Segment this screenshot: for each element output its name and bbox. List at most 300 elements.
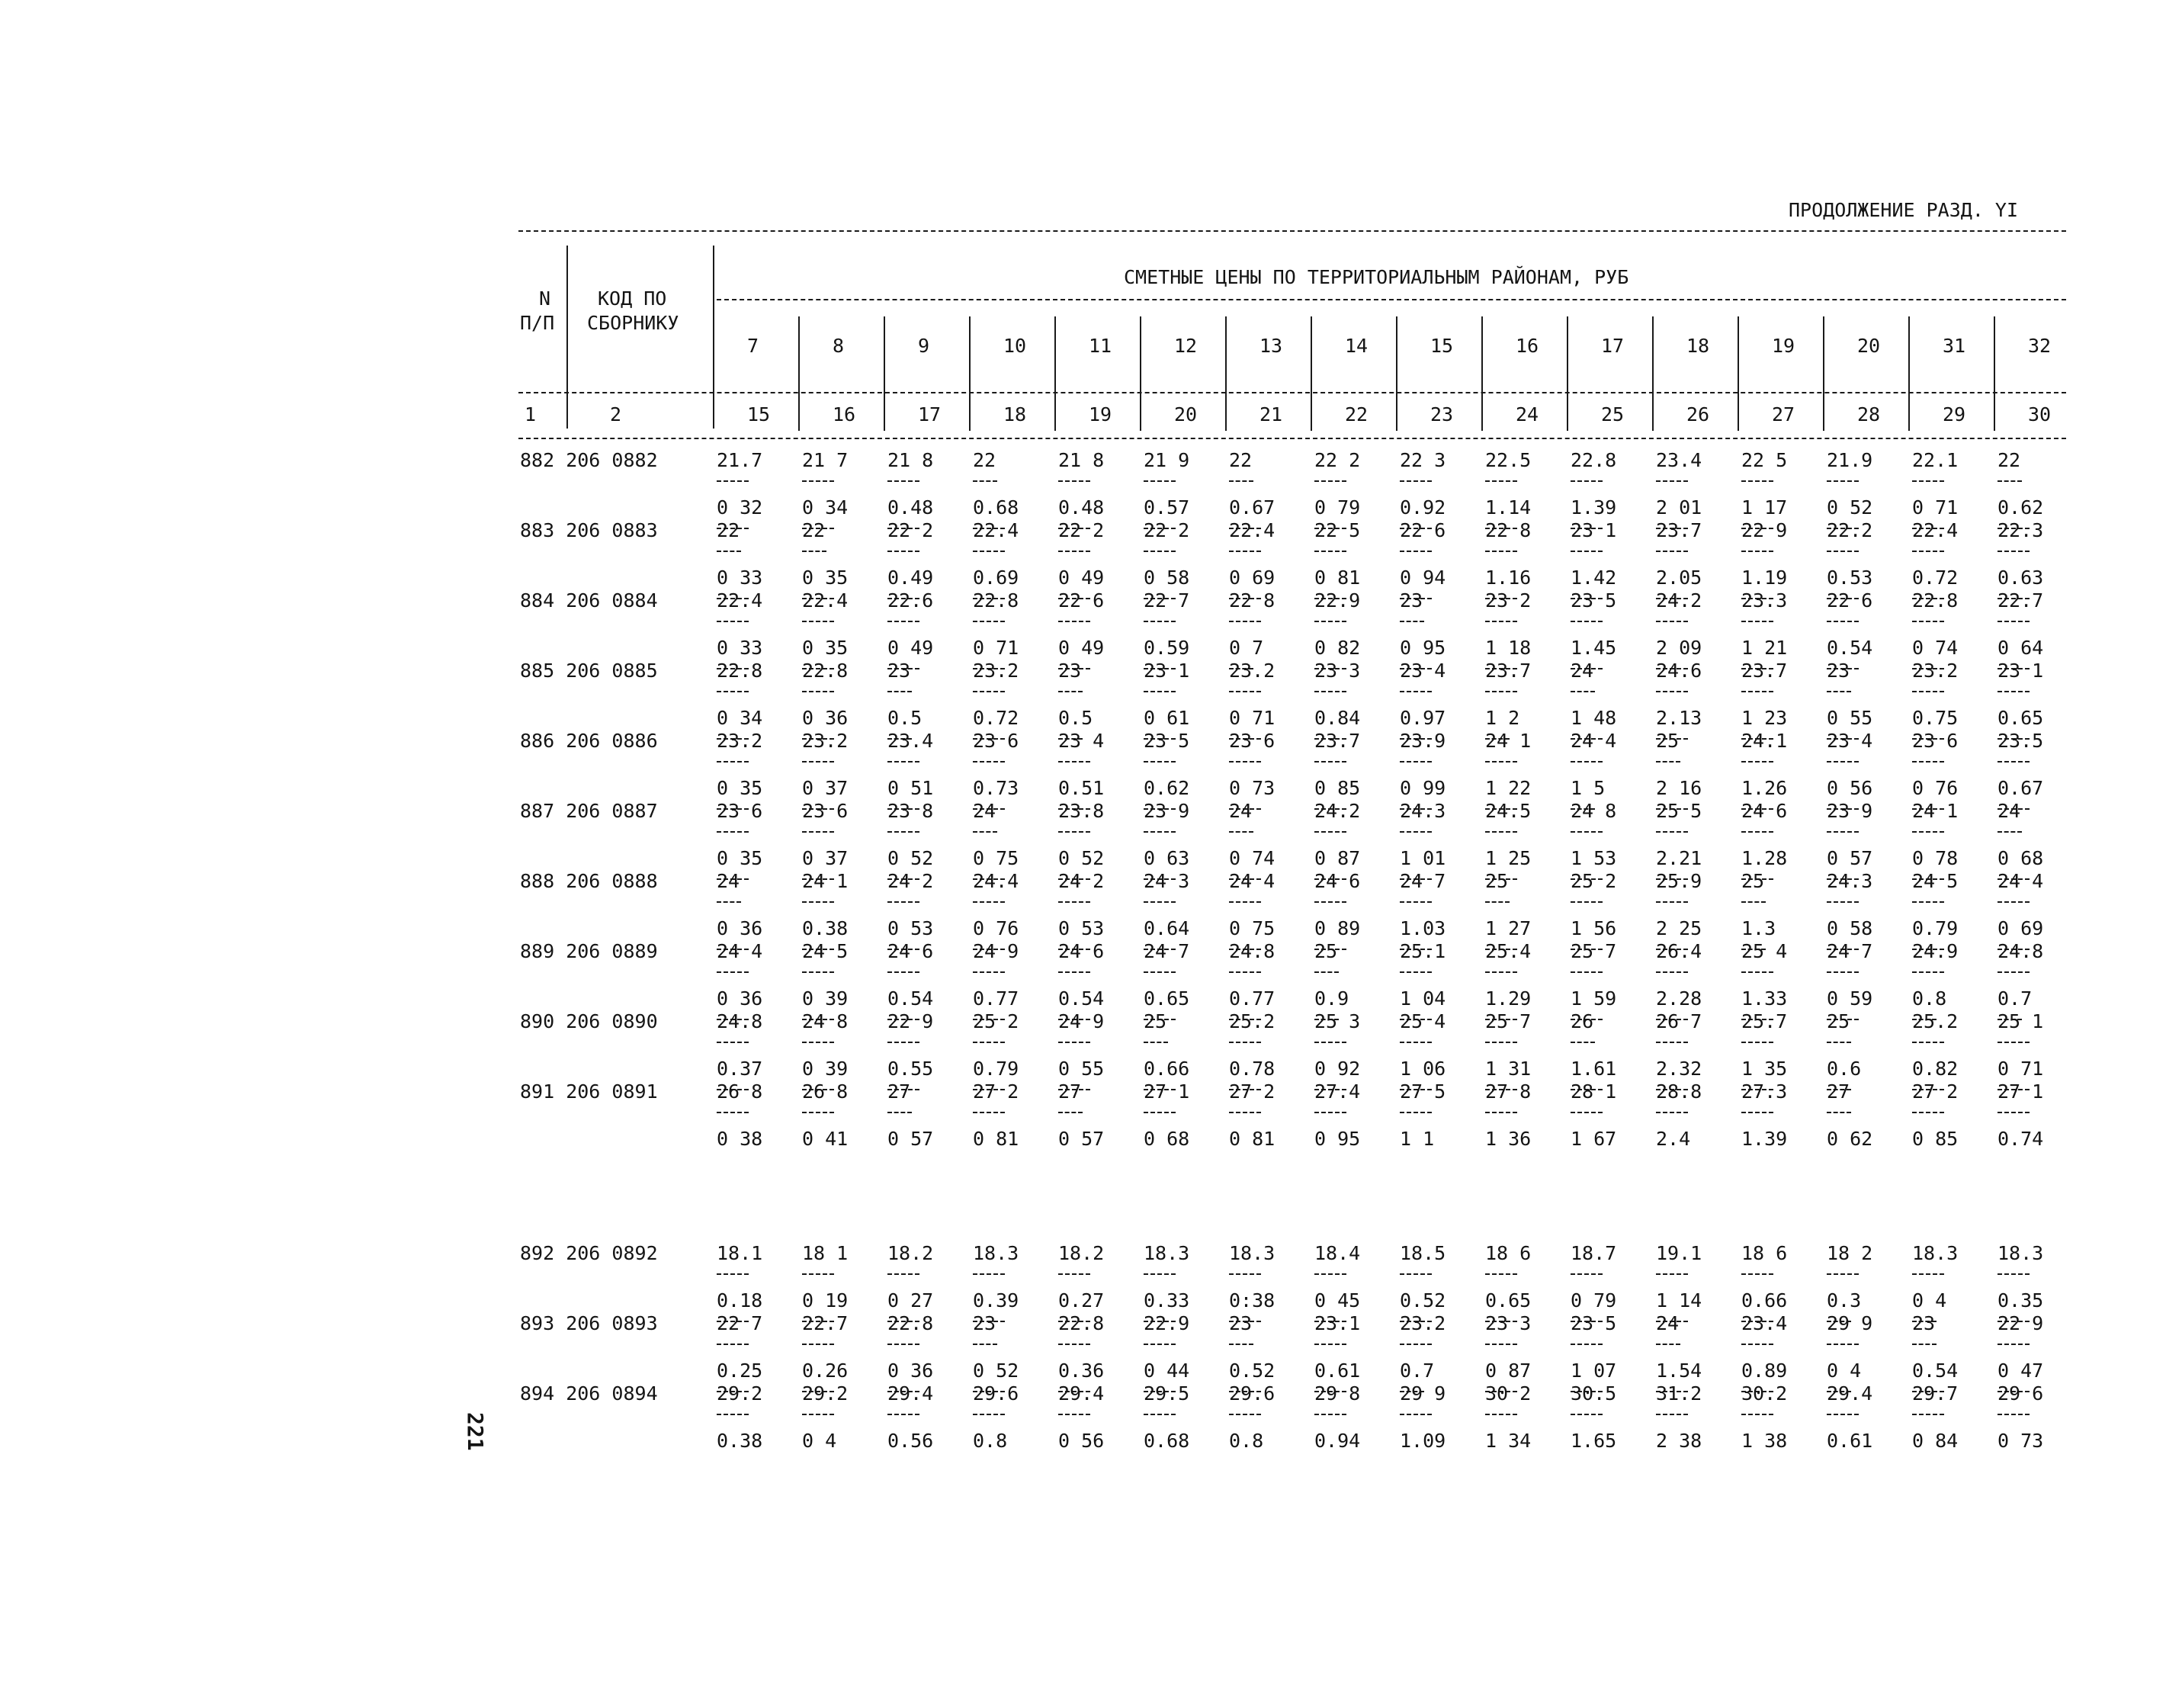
table-cell: 22 5 <box>1314 519 1361 541</box>
table-cell: 25 7 <box>1485 1010 1532 1032</box>
table-cell: 25 <box>1827 1010 1850 1032</box>
fraction-line <box>1229 1344 1253 1345</box>
fraction-line <box>1144 831 1176 833</box>
table-cell: 27.3 <box>1741 1080 1788 1103</box>
table-cell: 0 36 <box>717 917 763 939</box>
fraction-line <box>717 621 749 622</box>
fraction-line <box>1997 1042 2030 1043</box>
region-separator <box>1396 316 1397 431</box>
table-cell: 0 69 <box>1229 567 1276 589</box>
fraction-line <box>1741 551 1773 552</box>
table-cell: 23 <box>1912 1312 1936 1334</box>
table-cell: 22 9 <box>1741 519 1788 541</box>
table-cell: 22.5 <box>1485 449 1532 471</box>
region-number: 19 <box>1772 335 1795 357</box>
table-cell: 0.49 <box>887 567 934 589</box>
fraction-line <box>1997 621 2030 622</box>
table-cell: 1 1 <box>1400 1128 1435 1150</box>
table-cell: 1 07 <box>1571 1360 1617 1382</box>
fraction-line <box>973 1344 997 1345</box>
table-cell: 1.45 <box>1571 637 1617 659</box>
fraction-line <box>1229 831 1253 833</box>
column-index: 17 <box>918 403 942 425</box>
fraction-line <box>1912 1112 1944 1113</box>
fraction-line <box>1314 551 1346 552</box>
table-cell: 29 9 <box>1400 1382 1446 1405</box>
table-cell: 24 2 <box>1058 870 1105 892</box>
table-cell: 1 59 <box>1571 987 1617 1010</box>
table-cell: 0 87 <box>1485 1360 1532 1382</box>
table-cell: 0 57 <box>1827 847 1873 869</box>
table-cell: 24.6 <box>1656 660 1702 682</box>
table-cell: 0 81 <box>973 1128 1019 1150</box>
table-cell: 22 2 <box>1144 519 1190 541</box>
fraction-line <box>1741 621 1773 622</box>
table-cell: 1 21 <box>1741 637 1788 659</box>
table-cell: 0 82 <box>1314 637 1361 659</box>
fraction-line <box>1656 901 1688 903</box>
table-cell: 23.7 <box>1485 660 1532 682</box>
fraction-line <box>1912 1344 1937 1345</box>
table-cell: 0.72 <box>973 707 1019 729</box>
region-separator <box>1311 316 1312 431</box>
table-cell: 0 69 <box>1997 917 2044 939</box>
table-cell: 0.84 <box>1314 707 1361 729</box>
table-cell: 23 2 <box>1485 589 1532 612</box>
table-cell: 24 <box>717 870 740 892</box>
table-cell: 21 9 <box>1144 449 1190 471</box>
column-index: 24 <box>1516 403 1539 425</box>
table-cell: 0 45 <box>1314 1289 1361 1312</box>
table-cell: 24 1 <box>802 870 849 892</box>
table-cell: 24 1 <box>1485 730 1532 752</box>
table-cell: 0 62 <box>1827 1128 1873 1150</box>
table-cell: 22.4 <box>802 589 849 612</box>
table-cell: 0.18 <box>717 1289 763 1312</box>
table-cell: 22.8 <box>717 660 763 682</box>
table-cell: 23.2 <box>802 730 849 752</box>
fraction-line <box>1912 480 1944 482</box>
table-cell: 0.8 <box>973 1430 1008 1452</box>
table-cell: 0 78 <box>1912 847 1959 869</box>
fraction-line <box>1485 761 1517 762</box>
fraction-line <box>717 1042 749 1043</box>
table-cell: 0.66 <box>1741 1289 1788 1312</box>
fraction-line <box>1144 551 1176 552</box>
table-cell: 0:38 <box>1229 1289 1276 1312</box>
table-cell: 0.9 <box>1314 987 1349 1010</box>
fraction-line <box>1997 901 2030 903</box>
table-cell: 22 9 <box>887 1010 934 1032</box>
table-cell: 29.4 <box>1058 1382 1105 1405</box>
table-cell: 1 34 <box>1485 1430 1532 1452</box>
row-code: 892 206 0892 <box>520 1242 658 1264</box>
table-cell: 0.48 <box>1058 496 1105 518</box>
table-cell: 0.5 <box>887 707 923 729</box>
table-cell: 25.2 <box>1229 1010 1276 1032</box>
fraction-line <box>1485 1414 1517 1415</box>
fraction-line <box>973 1414 1005 1415</box>
fraction-line <box>1400 761 1432 762</box>
table-cell: 24 4 <box>1997 870 2044 892</box>
fraction-line <box>887 1414 919 1415</box>
fraction-line <box>1144 1042 1168 1043</box>
table-cell: 22.7 <box>802 1312 849 1334</box>
fraction-line <box>1741 1042 1773 1043</box>
table-cell: 0 64 <box>1997 637 2044 659</box>
table-cell: 24 7 <box>1827 940 1873 962</box>
region-number: 15 <box>1430 335 1454 357</box>
table-cell: 18.7 <box>1571 1242 1617 1264</box>
table-cell: 25 <box>1656 730 1680 752</box>
table-cell: 0.57 <box>1144 496 1190 518</box>
fraction-line <box>802 621 834 622</box>
header-bottom-rule <box>518 438 2066 439</box>
table-cell: 24.9 <box>1912 940 1959 962</box>
table-cell: 29.2 <box>802 1382 849 1405</box>
table-cell: 23 1 <box>1571 519 1617 541</box>
row-code: 884 206 0884 <box>520 589 658 612</box>
fraction-line <box>1741 480 1773 482</box>
fraction-line <box>802 1273 834 1275</box>
page-number: 221 <box>463 1412 488 1451</box>
fraction-line <box>717 691 749 692</box>
table-cell: 0.66 <box>1144 1058 1190 1080</box>
fraction-line <box>802 480 834 482</box>
fraction-line <box>1741 691 1773 692</box>
table-cell: 23 <box>1827 660 1850 682</box>
table-cell: 0.6 <box>1827 1058 1862 1080</box>
column-index: 28 <box>1857 403 1881 425</box>
table-cell: 30.2 <box>1741 1382 1788 1405</box>
table-cell: 1 35 <box>1741 1058 1788 1080</box>
table-cell: 18.3 <box>1997 1242 2044 1264</box>
fraction-line <box>1058 1042 1090 1043</box>
table-cell: 22.7 <box>1997 589 2044 612</box>
table-cell: 25 2 <box>1571 870 1617 892</box>
table-cell: 18 2 <box>1827 1242 1873 1264</box>
region-number: 10 <box>1003 335 1027 357</box>
table-cell: 22 2 <box>1314 449 1361 471</box>
fraction-line <box>1571 1344 1603 1345</box>
table-cell: 0 51 <box>887 777 934 799</box>
fraction-line <box>1571 971 1603 973</box>
fraction-line <box>1485 1273 1517 1275</box>
fraction-line <box>1314 901 1346 903</box>
table-cell: 0 71 <box>1229 707 1276 729</box>
table-cell: 23 6 <box>802 800 849 822</box>
table-cell: 21 8 <box>1058 449 1105 471</box>
fraction-line <box>1656 971 1688 973</box>
table-cell: 24 <box>973 800 996 822</box>
table-cell: 22.8 <box>973 589 1019 612</box>
fraction-line <box>1485 1042 1517 1043</box>
row-code: 888 206 0888 <box>520 870 658 892</box>
table-cell: 1 53 <box>1571 847 1617 869</box>
table-cell: 29.4 <box>887 1382 934 1405</box>
table-cell: 1.42 <box>1571 567 1617 589</box>
fraction-line <box>1314 480 1346 482</box>
table-cell: 21 7 <box>802 449 849 471</box>
region-separator <box>1054 316 1056 431</box>
table-cell: 0.5 <box>1058 707 1093 729</box>
fraction-line <box>1229 1273 1261 1275</box>
table-cell: 1.39 <box>1571 496 1617 518</box>
table-cell: 27 <box>1827 1080 1850 1103</box>
table-cell: 22 <box>717 519 740 541</box>
fraction-line <box>1827 621 1859 622</box>
fraction-line <box>1314 1414 1346 1415</box>
fraction-line <box>1571 831 1603 833</box>
table-cell: 24.8 <box>1229 940 1276 962</box>
fraction-line <box>1997 971 2030 973</box>
table-cell: 24.2 <box>1656 589 1702 612</box>
fraction-line <box>1144 691 1176 692</box>
table-cell: 0.38 <box>802 917 849 939</box>
table-cell: 1 17 <box>1741 496 1788 518</box>
region-separator <box>969 316 971 431</box>
fraction-line <box>1400 480 1432 482</box>
fraction-line <box>887 831 919 833</box>
fraction-line <box>717 831 749 833</box>
fraction-line <box>1571 691 1595 692</box>
fraction-line <box>887 971 919 973</box>
header-code-line1: КОД ПО <box>598 287 667 310</box>
fraction-line <box>1827 1273 1859 1275</box>
table-cell: 18.2 <box>1058 1242 1105 1264</box>
fraction-line <box>1656 1042 1688 1043</box>
fraction-line <box>717 1414 749 1415</box>
table-cell: 0.52 <box>1400 1289 1446 1312</box>
table-cell: 22.8 <box>1912 589 1959 612</box>
table-cell: 0 74 <box>1912 637 1959 659</box>
fraction-line <box>1229 551 1261 552</box>
table-cell: 0.67 <box>1997 777 2044 799</box>
table-cell: 0.53 <box>1827 567 1873 589</box>
fraction-line <box>1997 480 2022 482</box>
fraction-line <box>1656 831 1688 833</box>
fraction-line <box>1058 971 1090 973</box>
table-cell: 25 <box>1144 1010 1167 1032</box>
fraction-line <box>1827 1414 1859 1415</box>
table-cell: 27.4 <box>1314 1080 1361 1103</box>
fraction-line <box>973 691 1005 692</box>
table-cell: 1 01 <box>1400 847 1446 869</box>
table-cell: 24 <box>1656 1312 1680 1334</box>
table-cell: 0.62 <box>1144 777 1190 799</box>
table-cell: 0.37 <box>717 1058 763 1080</box>
table-cell: 0 44 <box>1144 1360 1190 1382</box>
table-cell: 1.39 <box>1741 1128 1788 1150</box>
table-cell: 0.54 <box>1058 987 1105 1010</box>
fraction-line <box>973 1042 1005 1043</box>
fraction-line <box>1485 1344 1517 1345</box>
fraction-line <box>1400 971 1432 973</box>
table-cell: 18 6 <box>1485 1242 1532 1264</box>
fraction-line <box>1571 1042 1595 1043</box>
table-cell: 1.28 <box>1741 847 1788 869</box>
table-cell: 0 81 <box>1229 1128 1276 1150</box>
header-vline-2 <box>713 246 714 429</box>
table-cell: 24 4 <box>1229 870 1276 892</box>
region-separator <box>798 316 800 431</box>
table-cell: 0 35 <box>717 847 763 869</box>
region-number: 32 <box>2028 335 2052 357</box>
table-cell: 0 92 <box>1314 1058 1361 1080</box>
fraction-line <box>1400 1273 1432 1275</box>
row-code: 887 206 0887 <box>520 800 658 822</box>
table-cell: 25 5 <box>1656 800 1702 822</box>
column-index: 30 <box>2028 403 2052 425</box>
table-cell: 22.8 <box>1058 1312 1105 1334</box>
table-cell: 22 9 <box>1997 1312 2044 1334</box>
fraction-line <box>1997 831 2022 833</box>
fraction-line <box>1400 1112 1432 1113</box>
table-cell: 1 14 <box>1656 1289 1702 1312</box>
table-cell: 23 6 <box>973 730 1019 752</box>
table-cell: 0 79 <box>1571 1289 1617 1312</box>
table-cell: 23 <box>887 660 911 682</box>
fraction-line <box>1144 1344 1176 1345</box>
row-code: 894 206 0894 <box>520 1382 658 1405</box>
table-cell: 18.2 <box>887 1242 934 1264</box>
table-cell: 0 73 <box>1997 1430 2044 1452</box>
table-cell: 21.7 <box>717 449 763 471</box>
table-cell: 24.3 <box>1400 800 1446 822</box>
table-cell: 0.64 <box>1144 917 1190 939</box>
fraction-line <box>887 551 919 552</box>
table-cell: 22.1 <box>1912 449 1959 471</box>
table-cell: 0.35 <box>1997 1289 2044 1312</box>
table-cell: 1.61 <box>1571 1058 1617 1080</box>
fraction-line <box>1827 971 1859 973</box>
fraction-line <box>802 551 826 552</box>
table-cell: 23.7 <box>1314 730 1361 752</box>
table-cell: 0.52 <box>1229 1360 1276 1382</box>
fraction-line <box>1912 901 1944 903</box>
fraction-line <box>1485 901 1510 903</box>
row-code: 890 206 0890 <box>520 1010 658 1032</box>
fraction-line <box>1656 1112 1688 1113</box>
fraction-line <box>1827 901 1859 903</box>
table-cell: 0.56 <box>887 1430 934 1452</box>
header-vline-1 <box>566 246 568 429</box>
table-cell: 24.8 <box>717 1010 763 1032</box>
table-cell: 0 81 <box>1314 567 1361 589</box>
fraction-line <box>1827 1112 1851 1113</box>
table-cell: 1 27 <box>1485 917 1532 939</box>
table-cell: 22 8 <box>1485 519 1532 541</box>
header-mid-rule <box>518 392 2066 393</box>
table-cell: 26 8 <box>717 1080 763 1103</box>
fraction-line <box>1741 1414 1773 1415</box>
fraction-line <box>1571 551 1603 552</box>
fraction-line <box>1741 901 1766 903</box>
table-cell: 22 2 <box>1058 519 1105 541</box>
table-cell: 0 79 <box>1314 496 1361 518</box>
table-cell: 0.48 <box>887 496 934 518</box>
table-cell: 29 8 <box>1314 1382 1361 1405</box>
fraction-line <box>1485 691 1517 692</box>
column-index: 29 <box>1943 403 1966 425</box>
table-cell: 25 4 <box>1400 1010 1446 1032</box>
table-cell: 1.14 <box>1485 496 1532 518</box>
table-cell: 0 33 <box>717 637 763 659</box>
table-cell: 22 7 <box>1144 589 1190 612</box>
fraction-line <box>717 1112 749 1113</box>
table-cell: 0 49 <box>1058 637 1105 659</box>
table-cell: 0.75 <box>1912 707 1959 729</box>
table-cell: 23 4 <box>1058 730 1105 752</box>
column-index: 23 <box>1430 403 1454 425</box>
table-cell: 0 35 <box>717 777 763 799</box>
fraction-line <box>1656 1273 1688 1275</box>
table-cell: 24 1 <box>1912 800 1959 822</box>
fraction-line <box>887 1112 912 1113</box>
fraction-line <box>1314 1273 1346 1275</box>
fraction-line <box>1827 761 1859 762</box>
table-cell: 24 5 <box>1912 870 1959 892</box>
table-cell: 0 32 <box>717 496 763 518</box>
table-cell: 1.29 <box>1485 987 1532 1010</box>
table-cell: 29 9 <box>1827 1312 1873 1334</box>
table-cell: 24 <box>1571 660 1594 682</box>
table-cell: 23 <box>1058 660 1082 682</box>
table-cell: 24 7 <box>1400 870 1446 892</box>
fraction-line <box>1997 1414 2030 1415</box>
table-cell: 23 5 <box>1144 730 1190 752</box>
table-cell: 0 76 <box>973 917 1019 939</box>
fraction-line <box>1741 971 1773 973</box>
table-cell: 23 6 <box>1229 730 1276 752</box>
table-cell: 29.4 <box>1827 1382 1873 1405</box>
table-cell: 0.62 <box>1997 496 2044 518</box>
fraction-line <box>973 761 1005 762</box>
table-cell: 22.4 <box>1912 519 1959 541</box>
region-number: 14 <box>1345 335 1369 357</box>
fraction-line <box>887 691 912 692</box>
table-cell: 1.3 <box>1741 917 1776 939</box>
fraction-line <box>1144 1414 1176 1415</box>
continuation-header: ПРОДОЛЖЕНИЕ РАЗД. YI <box>1789 199 2019 221</box>
fraction-line <box>1485 621 1517 622</box>
region-separator <box>1823 316 1824 431</box>
fraction-line <box>1314 621 1346 622</box>
table-cell: 22 6 <box>1400 519 1446 541</box>
table-cell: 0 7 <box>1229 637 1264 659</box>
fraction-line <box>1912 691 1944 692</box>
table-cell: 22.9 <box>1314 589 1361 612</box>
header-code-line2: СБОРНИКУ <box>587 312 679 334</box>
table-cell: 23 9 <box>1827 800 1873 822</box>
header-num-line2: П/П <box>520 312 555 334</box>
region-separator <box>884 316 885 431</box>
table-cell: 0 75 <box>1229 917 1276 939</box>
table-cell: 23.3 <box>1741 589 1788 612</box>
table-cell: 0.65 <box>1485 1289 1532 1312</box>
table-cell: 29.6 <box>973 1382 1019 1405</box>
table-cell: 19.1 <box>1656 1242 1702 1264</box>
table-cell: 0.89 <box>1741 1360 1788 1382</box>
region-number: 11 <box>1089 335 1112 357</box>
fraction-line <box>1741 1273 1773 1275</box>
fraction-line <box>1571 1112 1603 1113</box>
fraction-line <box>1144 1273 1176 1275</box>
table-cell: 2.4 <box>1656 1128 1691 1150</box>
table-cell: 0 76 <box>1912 777 1959 799</box>
region-separator <box>1481 316 1483 431</box>
table-cell: 24 <box>1229 800 1253 822</box>
